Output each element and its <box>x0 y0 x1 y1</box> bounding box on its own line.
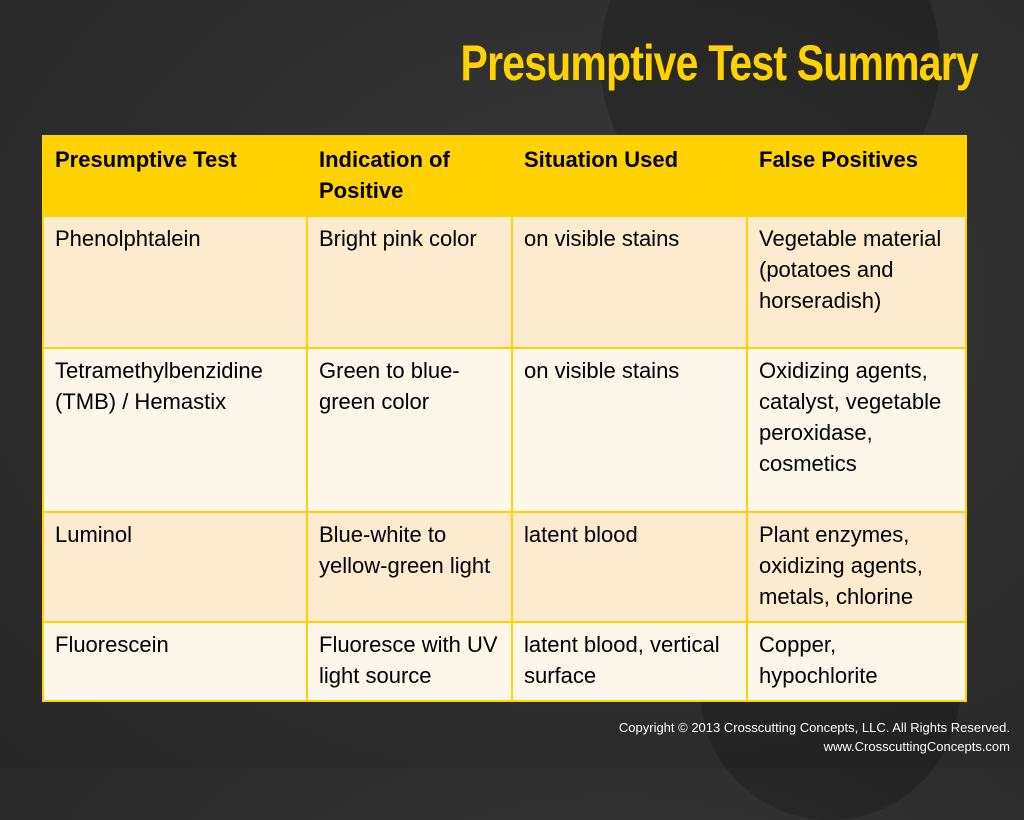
table-cell: Copper, hypochlorite <box>747 622 966 701</box>
table-cell: Fluoresce with UV light source <box>307 622 512 701</box>
website-link: www.CrosscuttingConcepts.com <box>823 739 1010 754</box>
footer <box>619 718 1010 756</box>
table-cell: Tetramethylbenzidine (TMB) / Hemastix <box>43 348 307 512</box>
table-cell: Fluorescein <box>43 622 307 701</box>
table-cell: Bright pink color <box>307 216 512 348</box>
table-row <box>43 622 966 701</box>
table-cell: Oxidizing agents, catalyst, vegetable peroxidase, cosmetics <box>747 348 966 512</box>
column-header: Indication of Positive <box>307 136 512 216</box>
table-cell: Phenolphtalein <box>43 216 307 348</box>
table-header-row <box>43 136 966 216</box>
table-cell: Plant enzymes, oxidizing agents, metals, chlorine <box>747 512 966 622</box>
table-row <box>43 512 966 622</box>
table-cell: Vegetable material (potatoes and horseradish) <box>747 216 966 348</box>
table-row <box>43 216 966 348</box>
copyright-notice: Copyright © 2013 Crosscutting Concepts, LLC. All Rights Reserved. <box>618 720 1010 735</box>
slide-title: Presumptive Test Summary <box>460 35 978 91</box>
table-cell: on visible stains <box>512 348 747 512</box>
table-cell: on visible stains <box>512 216 747 348</box>
table-cell: latent blood <box>512 512 747 622</box>
column-header: Presumptive Test <box>43 136 307 216</box>
table-cell: Green to blue-green color <box>307 348 512 512</box>
column-header: Situation Used <box>512 136 747 216</box>
table-cell: Blue-white to yellow-green light <box>307 512 512 622</box>
presumptive-test-table <box>42 135 967 702</box>
table-cell: Luminol <box>43 512 307 622</box>
column-header: False Positives <box>747 136 966 216</box>
table-row <box>43 348 966 512</box>
table-cell: latent blood, vertical surface <box>512 622 747 701</box>
